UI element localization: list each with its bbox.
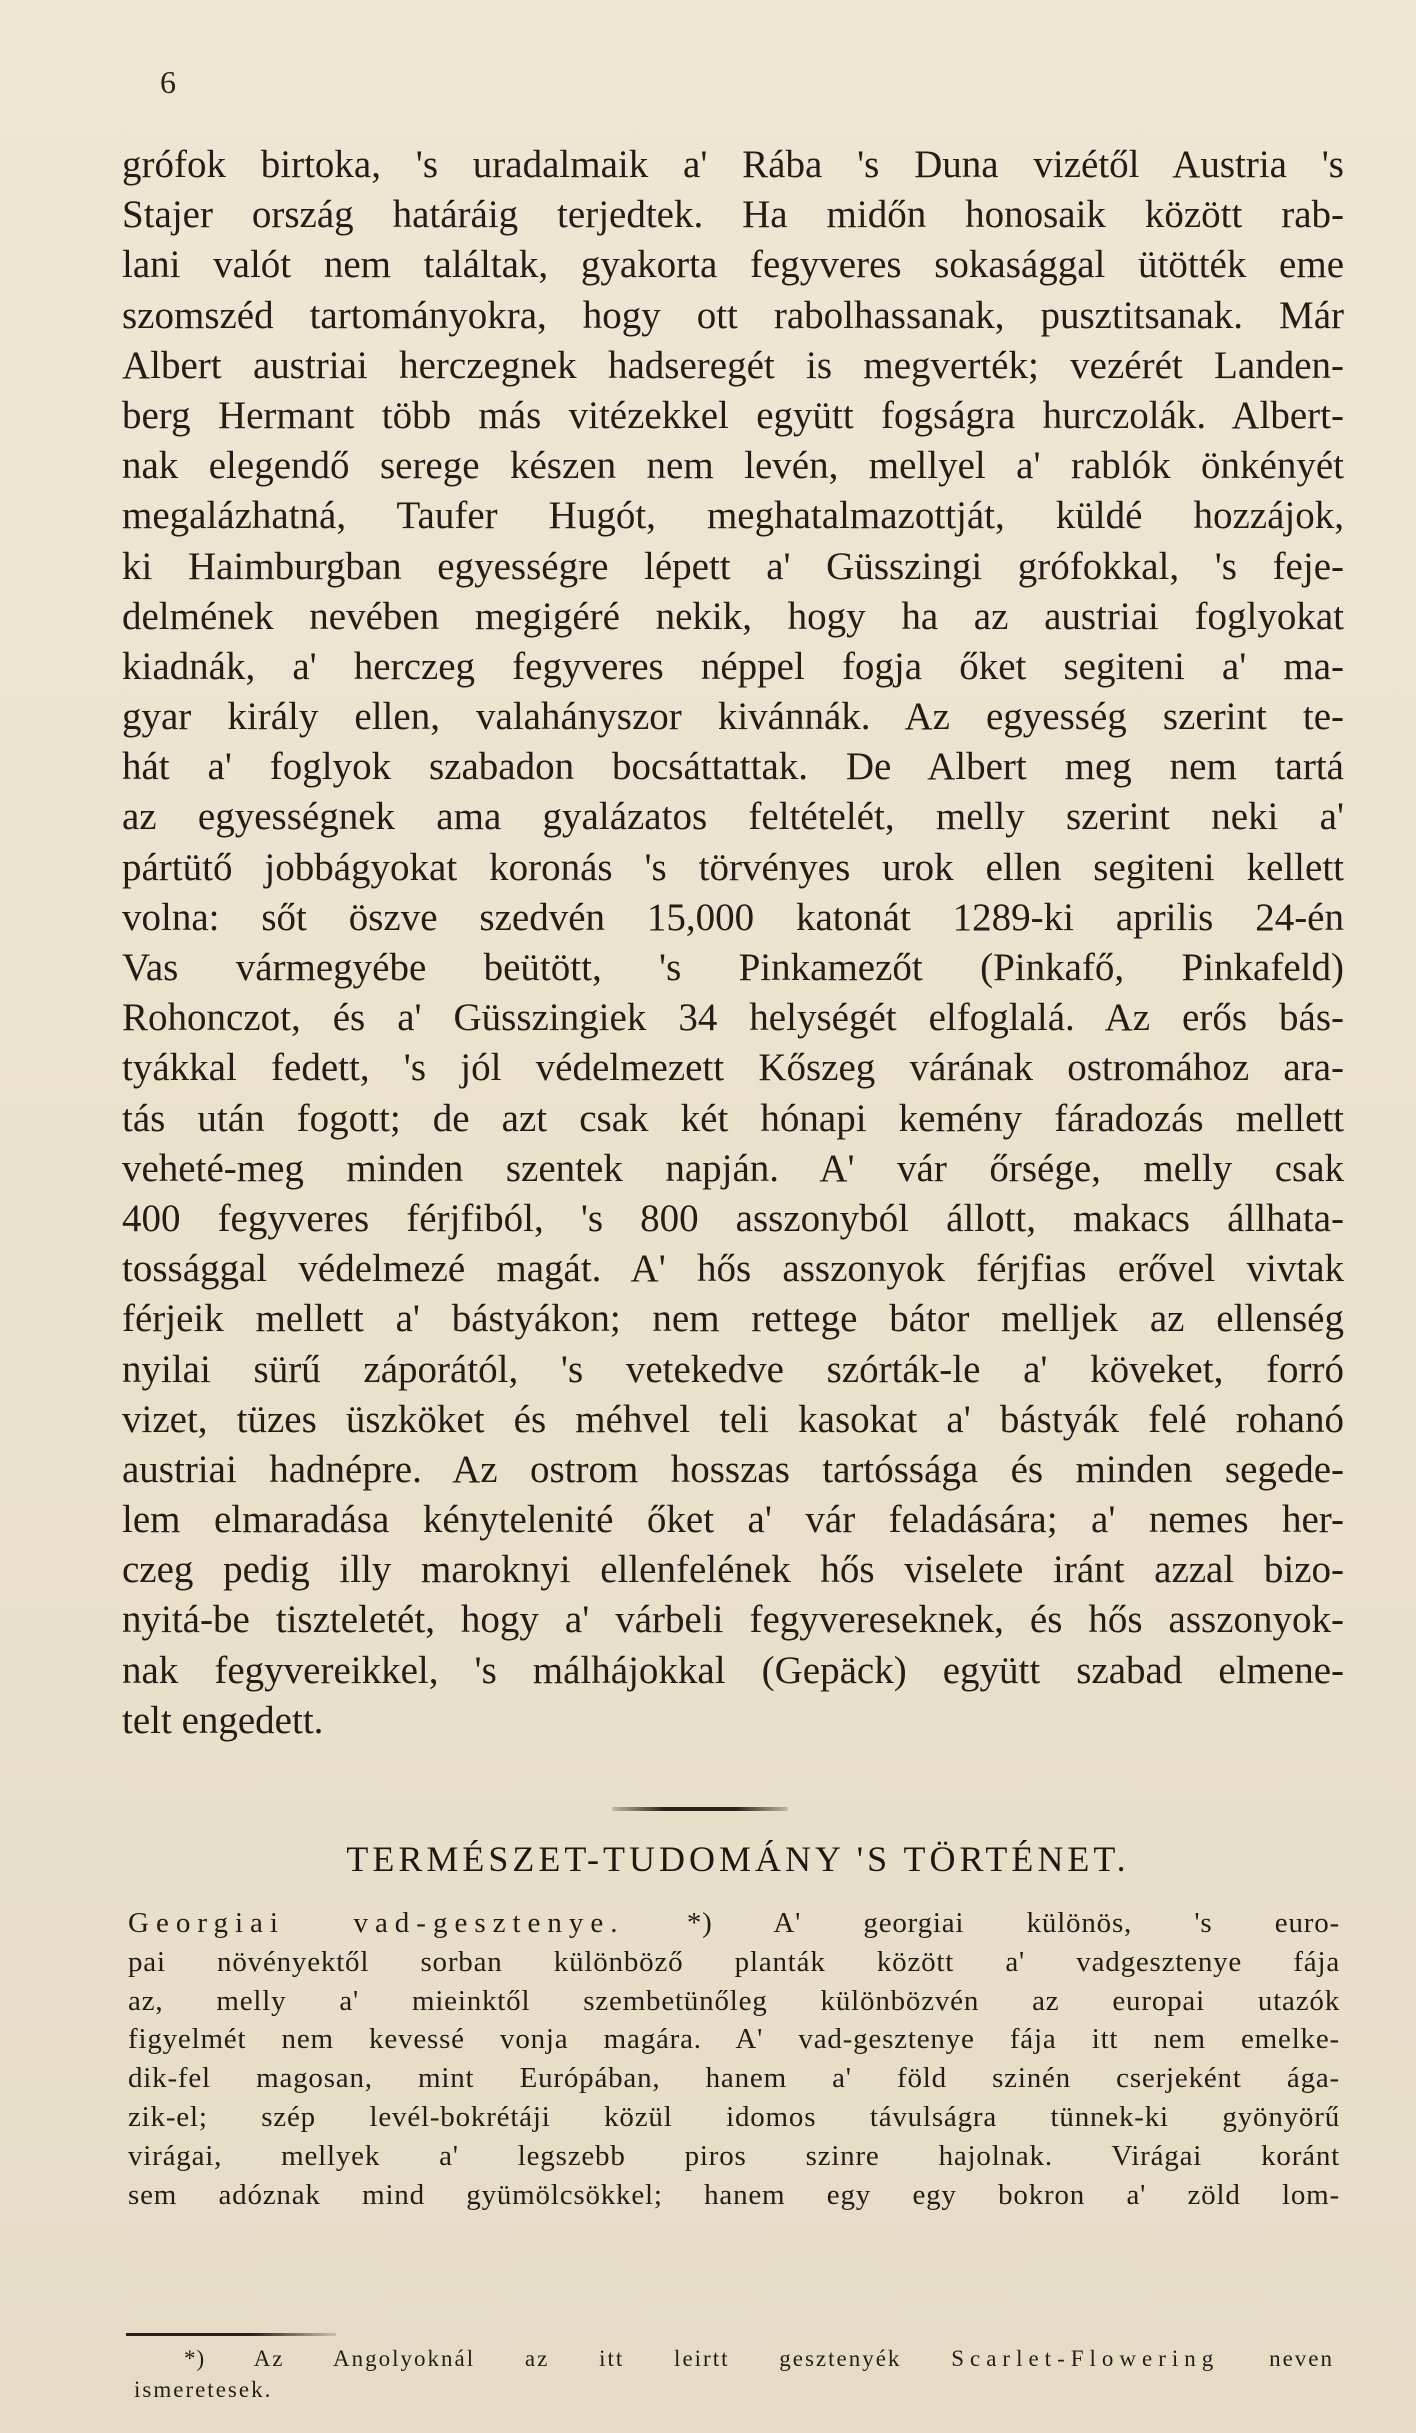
text-line: Albert austriai herczegnek hadseregét is megverték; vezérét Landen- [122,343,1344,387]
text-line: virágai, mellyek a' legszebb piros szinre hajolnak. Virágai koránt [128,2139,1340,2172]
text-line: nak fegyvereikkel, 's málhájokkal (Gepäck) együtt szabad elmene- [122,1648,1344,1692]
text-line: nak elegendő serege készen nem levén, mellyel a' rablók önkényét [122,444,1344,488]
text-line: figyelmét nem kevessé vonja magára. A' vad-gesztenye fája itt nem emelke- [128,2023,1340,2056]
lead-text: A' georgiai különös, 's euro- [773,1907,1340,1939]
text-line: megalázhatná, Taufer Hugót, meghatalmazottját, küldé hozzájok, [122,494,1344,538]
text-line: Vas vármegyébe beütött, 's Pinkamezőt (Pinkafő, Pinkafeld) [122,946,1344,989]
text-line: tyákkal fedett, 's jól védelmezett Kőszeg várának ostromához ara- [122,1046,1344,1090]
text-line: tás után fogott; de azt csak két hónapi kemény fáradozás mellett [122,1096,1344,1140]
text-line: volna: sőt öszve szedvén 15,000 katonát 1289-ki aprilis 24-én [122,895,1344,939]
text-line: Rohonczot, és a' Güsszingiek 34 helységét elfoglalá. Az erős bás- [122,996,1344,1040]
text-line: sem adóznak mind gyümölcsökkel; hanem egy egy bokron a' zöld lom- [128,2178,1340,2211]
text-line-first [128,1904,1340,1943]
text-line: ki Haimburgban egyességre lépett a' Güsszingi grófokkal, 's feje- [122,544,1344,588]
text-line: veheté-meg minden szentek napján. A' vár őrsége, melly csak [122,1146,1344,1190]
text-line: nyilai sürű záporától, 's vetekedve szórták-le a' köveket, forró [122,1347,1344,1391]
text-line: pártütő jobbágyokat koronás 's törvényes urok ellen segiteni kellett [122,845,1344,889]
text-line: Stajer ország határáig terjedtek. Ha midőn honosaik között rab- [122,193,1344,237]
footnote-text-end: neven [1269,2346,1334,2371]
body-paragraph [122,140,1344,1746]
footnote-line [184,2343,1334,2374]
text-line: 400 fegyveres férjfiból, 's 800 asszonyból állott, makacs állhata- [122,1196,1344,1240]
text-line: dik-fel magosan, mint Európában, hanem a' föld szinén cserjeként ága- [128,2062,1340,2095]
text-line: az, melly a' mieinktől szembetünőleg különbözvén az europai utazók [128,1984,1340,2017]
text-line: telt engedett. [122,1698,324,1742]
text-line: lem elmaradása kénytelenité őket a' vár feladására; a' nemes her- [122,1498,1344,1542]
text-line: berg Hermant több más vitézekkel együtt fogságra hurczolák. Albert- [122,393,1344,437]
text-line: lani valót nem találtak, gyakorta fegyveres sokasággal ütötték eme [122,243,1344,287]
footnote-line: ismeretesek. [134,2377,273,2402]
text-line: férjeik mellett a' bástyákon; nem rettege bátor melljek az ellenség [122,1297,1344,1341]
section-heading: TERMÉSZET-TUDOMÁNY 'S TÖRTÉNET. [346,1839,1130,1879]
footnote [134,2343,1334,2405]
text-line: nyitá-be tiszteletét, hogy a' várbeli fegyvereseknek, és hős asszonyok- [122,1598,1344,1642]
text-line: gyar király ellen, valahányszor kivánnák. Az egyesség szerint te- [122,695,1344,739]
text-line: pai növényektől sorban különböző planták között a' vadgesztenye fája [128,1945,1340,1978]
footnote-mark: *) [184,2346,206,2371]
text-line: az egyességnek ama gyalázatos feltételét, melly szerint neki a' [122,795,1344,839]
text-line: kiadnák, a' herczeg fegyveres néppel fogja őket segiteni a' ma- [122,644,1344,688]
text-line: szomszéd tartományokra, hogy ott rabolhassanak, pusztitsanak. Már [122,293,1344,337]
text-line: zik-el; szép levél-bokrétáji közül idomos távulságra tünnek-ki gyönyörű [128,2100,1340,2133]
text-line: delmének nevében megigéré nekik, hogy ha az austriai foglyokat [122,594,1344,638]
section-divider [612,1807,788,1811]
section-paragraph [128,1904,1340,2214]
text-line: grófok birtoka, 's uradalmaik a' Rába 's Duna vizétől Austria 's [122,143,1344,186]
footnote-divider [126,2333,336,2336]
page-number: 6 [160,64,176,100]
text-line: hát a' foglyok szabadon bocsáttattak. De Albert meg nem tartá [122,745,1344,789]
text-line: austriai hadnépre. Az ostrom hosszas tartóssága és minden segede- [122,1447,1344,1491]
footnote-text: Az Angolyoknál az itt leirtt gesztenyék [253,2346,902,2371]
text-line: vizet, tüzes üszköket és méhvel teli kasokat a' bástyák felé rohanó [122,1397,1344,1441]
text-line: tossággal védelmezé magát. A' hős asszonyok férjfias erővel vivtak [122,1247,1344,1291]
lead-title: Georgiai vad-gesztenye. [128,1907,625,1939]
text-line: czeg pedig illy maroknyi ellenfelének hős viselete iránt azzal bizo- [122,1548,1344,1592]
footnote-reference: *) [624,1907,774,1939]
footnote-term: Scarlet-Flowering [951,2346,1220,2371]
